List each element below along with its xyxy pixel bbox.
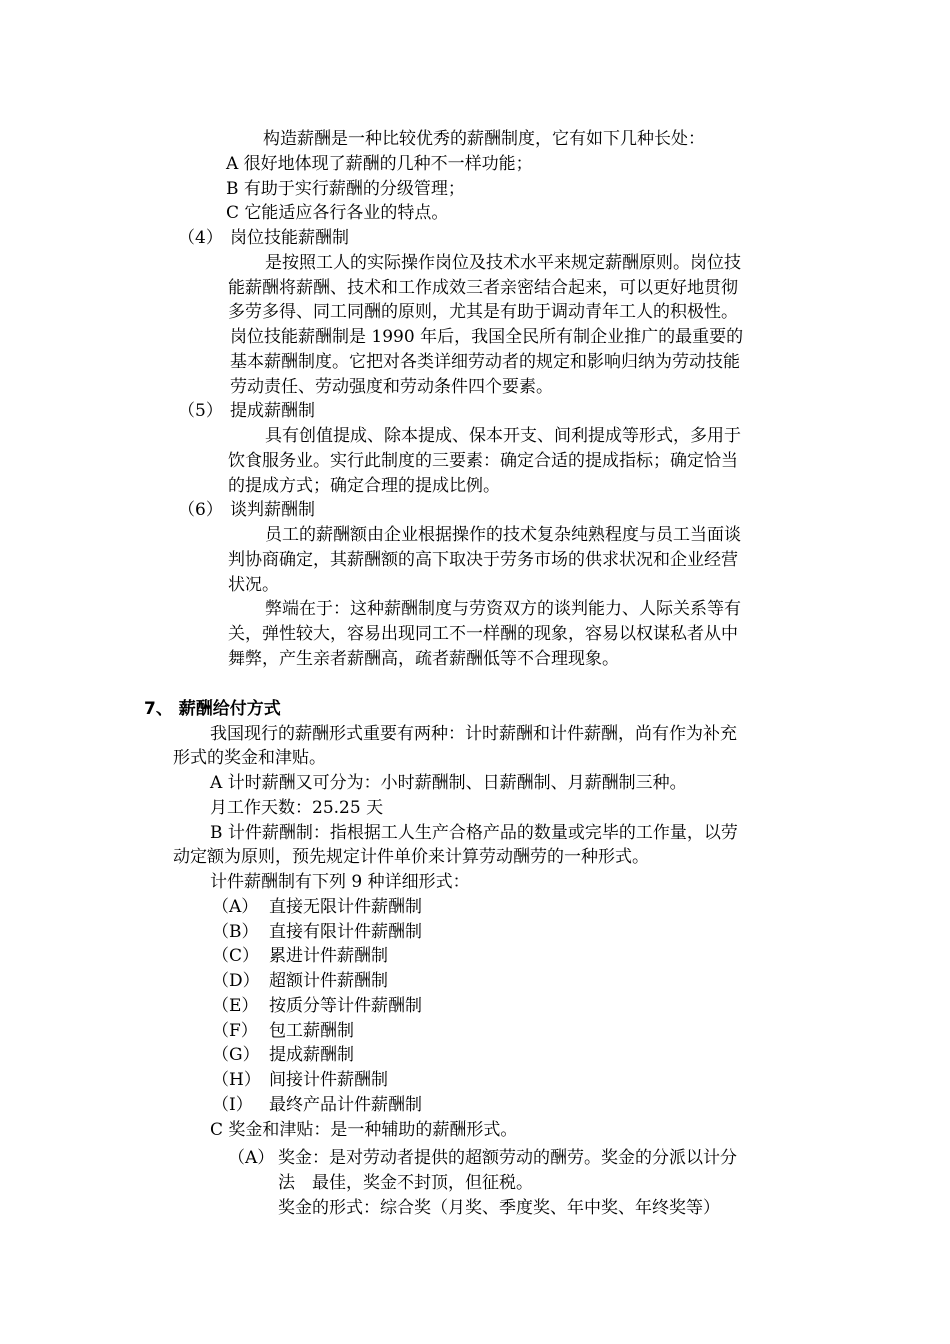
form-list-item <box>212 895 422 920</box>
form-list-item <box>212 969 388 994</box>
form-label: 提成薪酬制 <box>269 1045 354 1065</box>
section-6-paragraph-line: 关，弹性较大，容易出现同工不一样酬的现象，容易以权谋私者从中 <box>228 624 738 644</box>
form-number: （G） <box>212 1045 260 1065</box>
section-5-paragraph-line: 的提成方式；确定合理的提成比例。 <box>228 476 500 496</box>
form-number: （A） <box>212 897 259 917</box>
bonus-allowance-line: C 奖金和津贴：是一种辅助的薪酬形式。 <box>210 1120 518 1140</box>
section-7-paragraph-line: 我国现行的薪酬形式重要有两种：计时薪酬和计件薪酬，尚有作为补充 <box>210 724 737 744</box>
form-label: 最终产品计件薪酬制 <box>269 1095 422 1115</box>
form-label: 超额计件薪酬制 <box>269 971 388 991</box>
form-number: （E） <box>212 996 259 1016</box>
section-6-paragraph-line: 判协商确定，其薪酬额的高下取决于劳务市场的供求状况和企业经营 <box>228 550 738 570</box>
section-6-paragraph-line: 状况。 <box>228 575 279 595</box>
form-label: 直接有限计件薪酬制 <box>269 922 422 942</box>
form-number: （F） <box>212 1021 258 1041</box>
section-5-number: （5） <box>178 401 223 421</box>
time-wage-line: A 计时薪酬又可分为：小时薪酬制、日薪酬制、月薪酬制三种。 <box>210 773 687 793</box>
form-list-item <box>212 1019 354 1044</box>
form-label: 包工薪酬制 <box>269 1021 354 1041</box>
form-number: （D） <box>212 971 260 991</box>
section-6-paragraph-line: 弊端在于：这种薪酬制度与劳资双方的谈判能力、人际关系等有 <box>265 599 741 619</box>
intro-item-b: B 有助于实行薪酬的分级管理； <box>226 179 465 199</box>
form-label: 直接无限计件薪酬制 <box>269 897 422 917</box>
section-4-paragraph-line: 基本薪酬制度。它把对各类详细劳动者的规定和影响归纳为劳动技能 <box>230 352 740 372</box>
intro-line: 构造薪酬是一种比较优秀的薪酬制度，它有如下几种长处： <box>263 129 705 149</box>
form-number: （H） <box>212 1070 261 1090</box>
section-4-paragraph-line: 岗位技能薪酬制是 1990 年后，我国全民所有制企业推广的最重要的 <box>230 327 744 347</box>
form-list-item <box>212 944 388 969</box>
form-label: 间接计件薪酬制 <box>269 1070 388 1090</box>
form-list-item <box>212 994 422 1019</box>
bonus-paragraph-line: 奖金的形式：综合奖（月奖、季度奖、年中奖、年终奖等） <box>278 1198 720 1218</box>
section-6-title: 谈判薪酬制 <box>230 500 315 520</box>
section-5-paragraph-line: 饮食服务业。实行此制度的三要素：确定合适的提成指标；确定恰当 <box>228 451 738 471</box>
bonus-paragraph-line: 法 最佳，奖金不封顶，但征税。 <box>278 1173 533 1193</box>
section-4-paragraph-line: 多劳多得、同工同酬的原则，尤其是有助于调动青年工人的积极性。 <box>228 302 738 322</box>
form-number: （I） <box>212 1095 253 1115</box>
section-7-heading: 7、 薪酬给付方式 <box>144 699 281 719</box>
intro-item-a: A 很好地体现了薪酬的几种不一样功能； <box>226 154 533 174</box>
form-number: （B） <box>212 922 259 942</box>
form-number: （C） <box>212 946 260 966</box>
piece-wage-line: B 计件薪酬制：指根据工人生产合格产品的数量或完毕的工作量，以劳 <box>210 823 738 843</box>
section-4-number: （4） <box>178 228 223 248</box>
form-list-item <box>212 920 422 945</box>
section-6-paragraph-line: 舞弊，产生亲者薪酬高，疏者薪酬低等不合理现象。 <box>228 649 619 669</box>
section-6-paragraph-line: 员工的薪酬额由企业根据操作的技术复杂纯熟程度与员工当面谈 <box>265 525 741 545</box>
intro-item-c: C 它能适应各行各业的特点。 <box>226 203 449 223</box>
form-list-item <box>212 1068 388 1093</box>
section-6-number: （6） <box>178 500 223 520</box>
section-7-paragraph-line: 形式的奖金和津贴。 <box>173 748 326 768</box>
form-label: 累进计件薪酬制 <box>269 946 388 966</box>
section-4-paragraph-line: 能薪酬将薪酬、技术和工作成效三者亲密结合起来，可以更好地贯彻 <box>228 278 738 298</box>
form-list-item <box>212 1043 354 1068</box>
section-4-paragraph-line: 劳动责任、劳动强度和劳动条件四个要素。 <box>230 377 553 397</box>
piece-wage-line: 动定额为原则，预先规定计件单价来计算劳动酬劳的一种形式。 <box>173 847 649 867</box>
piece-forms-intro: 计件薪酬制有下列 9 种详细形式： <box>210 872 470 892</box>
bonus-number: （A） <box>228 1148 275 1168</box>
section-4-paragraph-line: 是按照工人的实际操作岗位及技术水平来规定薪酬原则。岗位技 <box>265 253 741 273</box>
section-4-title: 岗位技能薪酬制 <box>230 228 349 248</box>
section-5-title: 提成薪酬制 <box>230 401 315 421</box>
section-5-paragraph-line: 具有创值提成、除本提成、保本开支、间利提成等形式，多用于 <box>265 426 741 446</box>
work-days-line: 月工作天数：25.25 天 <box>210 798 384 818</box>
form-list-item <box>212 1093 422 1118</box>
form-label: 按质分等计件薪酬制 <box>269 996 422 1016</box>
bonus-paragraph-line: 奖金：是对劳动者提供的超额劳动的酬劳。奖金的分派以计分 <box>278 1148 737 1168</box>
